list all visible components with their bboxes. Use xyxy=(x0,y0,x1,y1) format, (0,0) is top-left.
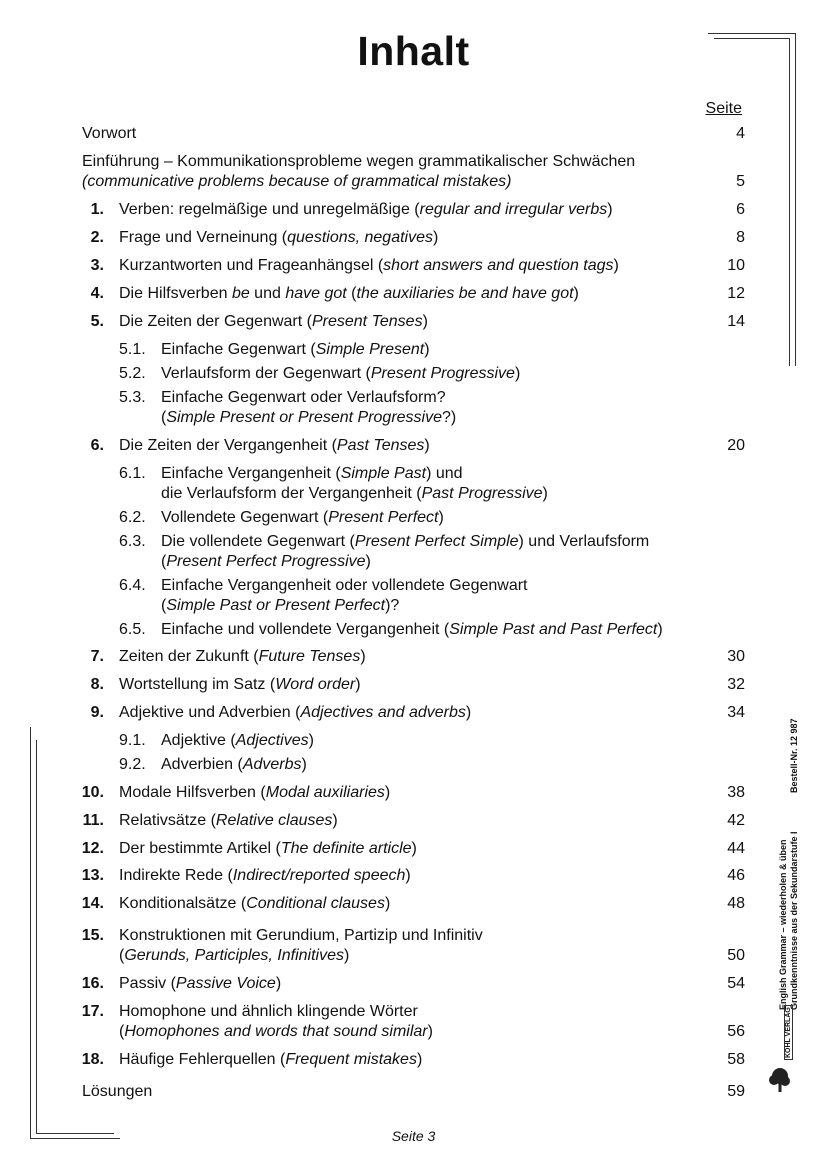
frame-bottom-left-v2 xyxy=(36,740,37,1134)
toc-label: Konstruktionen mit Gerundium, Partizip und Infinitiv xyxy=(119,927,483,944)
toc-label: Konditionalsätze (Conditional clauses) xyxy=(119,895,391,912)
toc-label: Vorwort xyxy=(82,125,137,142)
toc-number: 4. xyxy=(90,285,104,302)
toc-page: 42 xyxy=(727,812,745,829)
toc-number: 9. xyxy=(90,704,104,721)
toc-subnumber: 5.1. xyxy=(119,341,146,358)
toc-label: Die Hilfsverben be und have got (the auxiliaries be and have got) xyxy=(119,285,579,302)
toc-label-en: (Simple Present or Present Progressive?) xyxy=(161,409,457,426)
toc-label: Einfache Gegenwart oder Verlaufsform? xyxy=(161,389,446,406)
toc-label-line2: (Present Perfect Progressive) xyxy=(161,553,371,570)
toc-label: Passiv (Passive Voice) xyxy=(119,975,282,992)
toc-label: Der bestimmte Artikel (The definite article) xyxy=(119,840,417,857)
sidebar-order-number: Bestell-Nr. 12 987 xyxy=(789,718,799,793)
toc-subnumber: 5.3. xyxy=(119,389,146,406)
toc-page: 34 xyxy=(727,704,745,721)
toc-page: 6 xyxy=(736,201,745,218)
toc-label: Indirekte Rede (Indirect/reported speech) xyxy=(119,867,411,884)
toc-subnumber: 9.1. xyxy=(119,732,146,749)
page-footer: Seite 3 xyxy=(391,1128,436,1144)
toc-page: 10 xyxy=(727,257,745,274)
toc-number: 16. xyxy=(81,975,104,992)
toc-label: Wortstellung im Satz (Word order) xyxy=(119,676,361,693)
toc-page: 14 xyxy=(727,313,745,330)
toc-label: Frage und Verneinung (questions, negatives) xyxy=(119,229,439,246)
toc-page: 30 xyxy=(727,648,745,665)
toc-page: 58 xyxy=(727,1051,745,1068)
toc-label: Einfache Vergangenheit oder vollendete Gegenwart xyxy=(161,577,528,594)
toc-number: 7. xyxy=(90,648,104,665)
toc-subnumber: 6.5. xyxy=(119,621,146,638)
toc-page: 38 xyxy=(727,784,745,801)
toc-label: Einführung – Kommunikationsprobleme wegen grammatikalischer Schwächen xyxy=(82,153,636,170)
toc-number: 12. xyxy=(81,840,104,857)
toc-label: Kurzantworten und Frageanhängsel (short answers and question tags) xyxy=(119,257,619,274)
toc-page: 8 xyxy=(736,229,745,246)
toc-label: Die Zeiten der Vergangenheit (Past Tenses) xyxy=(119,437,430,454)
toc-page: 12 xyxy=(727,285,745,302)
tree-logo-icon xyxy=(768,1066,792,1094)
toc-number: 18. xyxy=(81,1051,104,1068)
toc-label-en: (Gerunds, Participles, Infinitives) xyxy=(119,947,350,964)
toc-number: 15. xyxy=(81,927,104,944)
toc-number: 1. xyxy=(90,201,104,218)
toc-number: 10. xyxy=(81,784,104,801)
frame-bottom-left-v1 xyxy=(30,727,31,1139)
toc-number: 6. xyxy=(90,437,104,454)
toc-number: 3. xyxy=(90,257,104,274)
toc-label: Homophone und ähnlich klingende Wörter xyxy=(119,1003,418,1020)
toc-label: Zeiten der Zukunft (Future Tenses) xyxy=(119,648,366,665)
toc-label: Lösungen xyxy=(82,1083,153,1100)
toc-subnumber: 6.2. xyxy=(119,509,146,526)
toc-label: Relativsätze (Relative clauses) xyxy=(119,812,338,829)
toc-label: Die vollendete Gegenwart (Present Perfect Simple) und Verlaufsform xyxy=(161,533,650,550)
toc-label: Modale Hilfsverben (Modal auxiliaries) xyxy=(119,784,391,801)
toc-page: 32 xyxy=(727,676,745,693)
toc-page: 48 xyxy=(727,895,745,912)
frame-top-right-v2 xyxy=(789,38,790,366)
toc-page: 54 xyxy=(727,975,745,992)
toc-page: 4 xyxy=(736,125,745,142)
page-title: Inhalt xyxy=(357,28,470,74)
toc-label: Einfache Gegenwart (Simple Present) xyxy=(161,341,430,358)
toc-label-en: (Homophones and words that sound similar) xyxy=(119,1023,433,1040)
toc-label: Adjektive (Adjectives) xyxy=(161,732,314,749)
toc-page: 5 xyxy=(736,173,745,190)
toc-page: 56 xyxy=(727,1023,745,1040)
toc-page: 59 xyxy=(727,1083,745,1100)
toc-subnumber: 6.3. xyxy=(119,533,146,550)
toc-subnumber: 6.1. xyxy=(119,465,146,482)
toc-label: Vollendete Gegenwart (Present Perfect) xyxy=(161,509,444,526)
toc-number: 8. xyxy=(90,676,104,693)
toc-number: 14. xyxy=(81,895,104,912)
toc-subnumber: 9.2. xyxy=(119,756,146,773)
toc-label-en: (Simple Past or Present Perfect)? xyxy=(161,597,400,614)
toc-label: Einfache Vergangenheit (Simple Past) und xyxy=(161,465,463,482)
toc-page: 20 xyxy=(727,437,745,454)
toc-label-line2: die Verlaufsform der Vergangenheit (Past Progressive) xyxy=(161,485,548,502)
toc-page: 50 xyxy=(727,947,745,964)
toc-page: 44 xyxy=(727,840,745,857)
toc-number: 17. xyxy=(81,1003,104,1020)
sidebar-book-title: English Grammar – wiederholen & üben xyxy=(778,839,788,1010)
publisher-logo-text: KOHL VERLAG xyxy=(785,1007,792,1058)
toc-number: 11. xyxy=(82,812,104,829)
toc-label: Verben: regelmäßige und unregelmäßige (regular and irregular verbs) xyxy=(119,201,613,218)
toc-label: Häufige Fehlerquellen (Frequent mistakes) xyxy=(119,1051,423,1068)
toc-subnumber: 5.2. xyxy=(119,365,146,382)
toc-label: Adverbien (Adverbs) xyxy=(161,756,307,773)
toc-label: Verlaufsform der Gegenwart (Present Progressive) xyxy=(161,365,521,382)
page-column-header: Seite xyxy=(705,100,742,117)
toc-page: 46 xyxy=(727,867,745,884)
toc-label: Adjektive und Adverbien (Adjectives and adverbs) xyxy=(119,704,472,721)
toc-label: Die Zeiten der Gegenwart (Present Tenses) xyxy=(119,313,428,330)
frame-top-right-v1 xyxy=(795,33,796,366)
toc-number: 2. xyxy=(90,229,104,246)
toc-subnumber: 6.4. xyxy=(119,577,146,594)
toc-number: 13. xyxy=(81,867,104,884)
toc-label: Einfache und vollendete Vergangenheit (Simple Past and Past Perfect) xyxy=(161,621,663,638)
toc-label-en: (communicative problems because of grammatical mistakes) xyxy=(82,173,512,190)
toc-number: 5. xyxy=(90,313,104,330)
sidebar-book-subtitle: Grundkenntnisse aus der Sekundarstufe I xyxy=(789,831,799,1010)
